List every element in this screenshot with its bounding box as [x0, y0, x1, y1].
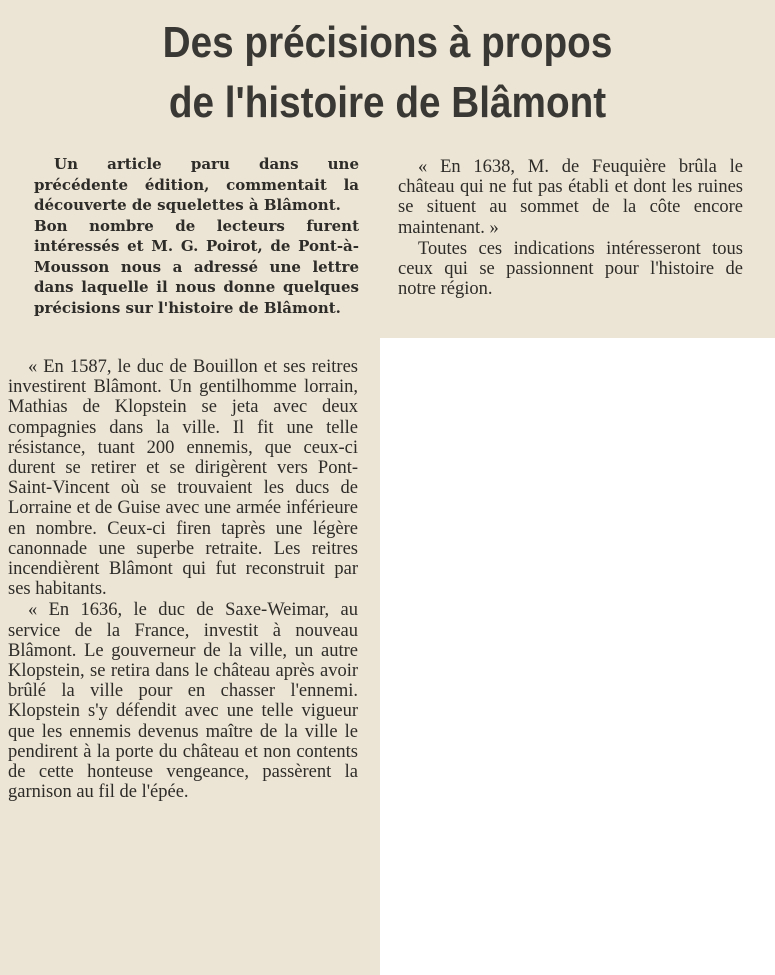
lead-paragraph-2: Bon nombre de lecteurs furent intéressés et M. G. Poirot, de Pont-à-Mousson nous a adressé une lettre dans laquelle il nous donne quelques précisions sur l'histoire de Blâmont.	[34, 216, 359, 317]
lead-paragraph-1: Un article paru dans une précédente édition, commentait la découverte de squelettes à Blâmont.	[34, 155, 359, 214]
right-column	[398, 157, 743, 300]
paragraph-1638: « En 1638, M. de Feuquière brûla le château qui ne fut pas établi et dont les ruines se situent au sommet de la côte encore maintenant. »	[398, 157, 743, 238]
blank-area	[380, 338, 775, 975]
headline-line-2: de l'histoire de Blâmont	[168, 78, 607, 127]
paragraph-1587: « En 1587, le duc de Bouillon et ses reitres investirent Blâmont. Un gentilhomme lorrain, Mathias de Klopstein se jeta avec deux compagnies dans la ville. Il fit une telle résistance, tuant 200 ennemis, que ceux-ci durent se retirer et se dirigèrent vers Pont-Saint-Vincent où se trouvaient les ducs de Lorraine et de Guise avec une armée inférieure en nombre. Ceux-ci firen taprès une légère canonnade une superbe retraite. Les reitres incendièrent Blâmont qui fut reconstruit par ses habitants.	[8, 357, 358, 600]
left-column	[8, 357, 358, 803]
closing-paragraph: Toutes ces indications intéresseront tous ceux qui se passionnent pour l'histoire de notre région.	[398, 238, 743, 300]
lead-paragraphs	[34, 154, 359, 318]
headline-line-1: Des précisions à propos	[162, 18, 613, 67]
paragraph-1636: « En 1636, le duc de Saxe-Weimar, au service de la France, investit à nouveau Blâmont. Le gouverneur de la ville, un autre Klopstein, se retira dans le château après avoir brûlé la ville pour en chasser l'ennemi. Klopstein s'y défendit avec une telle vigueur que les ennemis devenus maître de la ville le pendirent à la porte du château et non contents de cette honteuse vengeance, passèrent la garnison au fil de l'épée.	[8, 600, 358, 803]
